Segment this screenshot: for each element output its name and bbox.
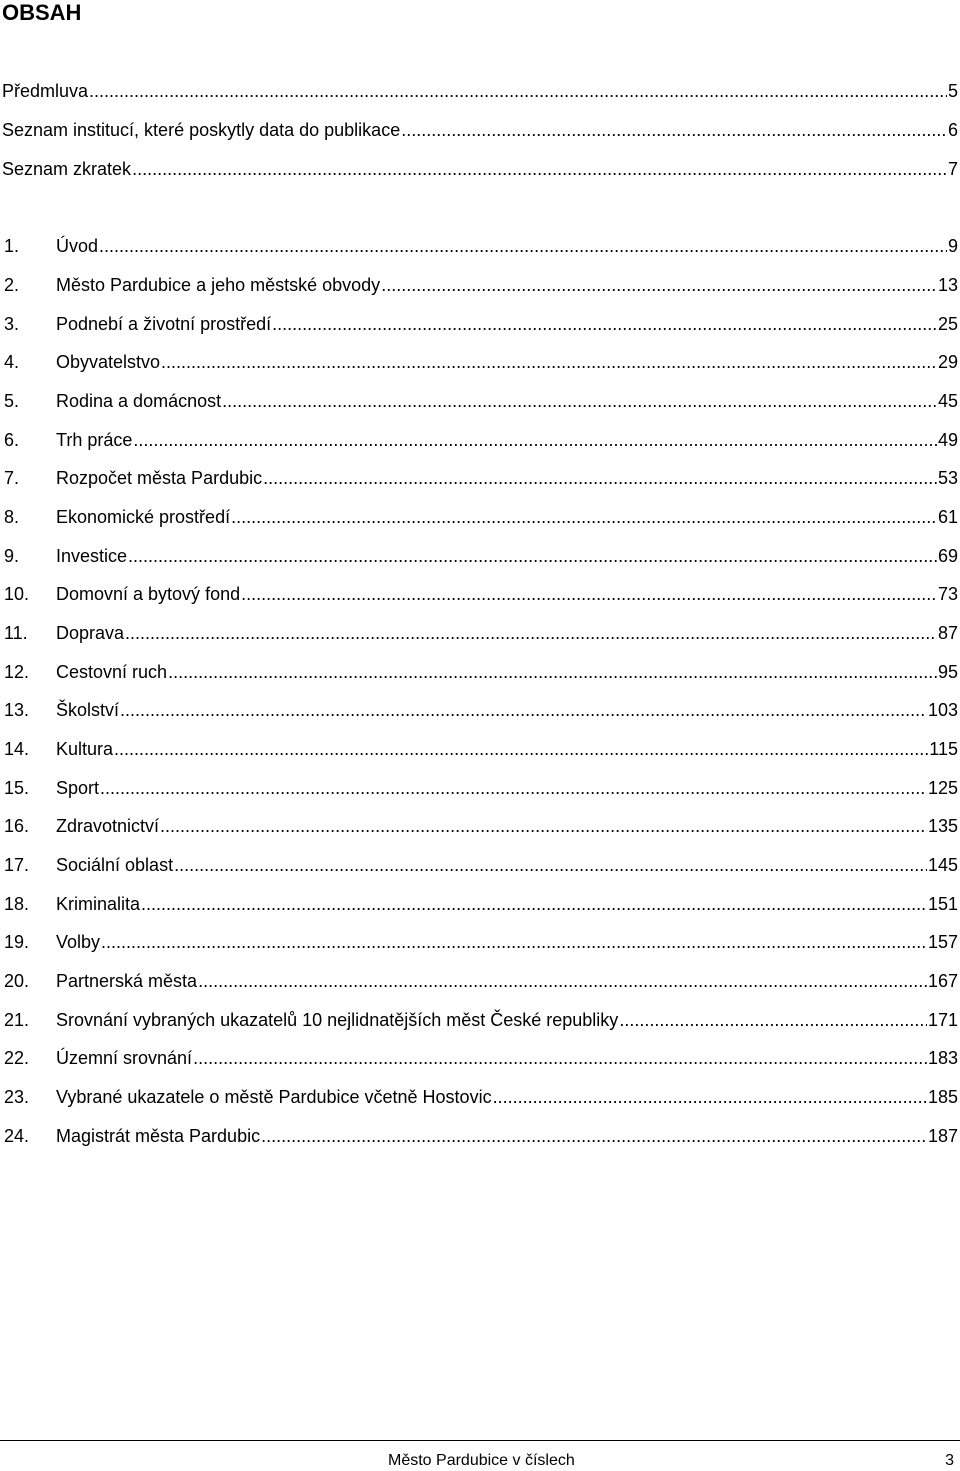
toc-entry-chapter[interactable] [2,1009,958,1031]
toc-dot-leader [198,970,927,992]
toc-entry-title: Město Pardubice a jeho městské obvody [56,275,381,295]
toc-entry-number: 9. [4,546,20,566]
toc-dot-leader [493,1086,927,1108]
toc-entry-chapter[interactable] [2,970,958,992]
toc-entry-page: 61 [937,507,958,527]
toc-entry-title: Cestovní ruch [56,662,168,682]
toc-entry-chapter[interactable] [2,351,958,373]
toc-entry-number: 2. [4,275,20,295]
toc-entry-chapter[interactable] [2,545,958,567]
toc-entry-number: 8. [4,507,20,527]
toc-entry-page: 45 [937,391,958,411]
toc-entry-chapter[interactable] [2,815,958,837]
toc-entry-number: 15. [4,778,30,798]
toc-entry-title: Podnebí a životní prostředí [56,314,272,334]
toc-entry-number: 1. [4,236,20,256]
toc-dot-leader [263,467,937,489]
toc-entry-chapter[interactable] [2,854,958,876]
toc-entry-page: 185 [927,1087,958,1107]
toc-entry-chapter[interactable] [2,1125,958,1147]
toc-dot-leader [114,738,928,760]
toc-entry-chapter[interactable] [2,390,958,412]
toc-entry-page: 7 [947,159,958,179]
toc-entry-number: 21. [4,1010,30,1030]
toc-entry-number: 12. [4,662,30,682]
toc-entry-number: 18. [4,894,30,914]
toc-entry-page: 103 [927,700,958,720]
toc-dot-leader [133,429,937,451]
toc-entry-page: 167 [927,971,958,991]
toc-entry-number: 17. [4,855,30,875]
toc-entry-title: Kultura [56,739,114,759]
toc-entry-page: 69 [937,546,958,566]
toc-entry-title: Předmluva [2,81,89,101]
toc-entry-number: 20. [4,971,30,991]
toc-entry-page: 6 [947,120,958,140]
footer-page-number: 3 [945,1452,954,1469]
toc-entry-title: Ekonomické prostředí [56,507,231,527]
toc-entry-chapter[interactable] [2,235,958,257]
toc-dot-leader [619,1009,927,1031]
toc-entry-title: Srovnání vybraných ukazatelů 10 nejlidnatějších měst České republiky [56,1010,619,1030]
toc-dot-leader [381,274,937,296]
toc-entry-number: 22. [4,1048,30,1068]
toc-entry-title: Investice [56,546,128,566]
toc-entry-title: Partnerská města [56,971,198,991]
toc-entry-page: 145 [927,855,958,875]
toc-entry-number: 5. [4,391,20,411]
toc-entry-number: 16. [4,816,30,836]
toc-entry-chapter[interactable] [2,1086,958,1108]
toc-entry-chapter[interactable] [2,661,958,683]
toc-dot-leader [101,931,927,953]
toc-entry-title: Domovní a bytový fond [56,584,241,604]
footer-publication-title: Město Pardubice v číslech [388,1452,575,1469]
toc-entry-page: 49 [937,430,958,450]
toc-entry-title: Seznam zkratek [2,159,132,179]
toc-entry-page: 87 [937,623,958,643]
toc-dot-leader [174,854,927,876]
toc-dot-leader [272,313,937,335]
toc-dot-leader [241,583,937,605]
toc-entry-page: 53 [937,468,958,488]
toc-dot-leader [120,699,927,721]
toc-entry-title: Obyvatelstvo [56,352,161,372]
toc-dot-leader [100,777,927,799]
toc-entry-page: 5 [947,81,958,101]
toc-entry-number: 4. [4,352,20,372]
toc-entry-title: Sport [56,778,100,798]
toc-dot-leader [168,661,937,683]
toc-dot-leader [231,506,937,528]
toc-entry-title: Rodina a domácnost [56,391,222,411]
toc-dot-leader [125,622,937,644]
toc-entry-chapter[interactable] [2,313,958,335]
toc-entry-chapter[interactable] [2,738,958,760]
toc-entry-chapter[interactable] [2,467,958,489]
toc-entry-page: 73 [937,584,958,604]
toc-entry-title: Magistrát města Pardubic [56,1126,261,1146]
toc-entry-title: Školství [56,700,120,720]
toc-entry-page: 183 [927,1048,958,1068]
toc-entry-number: 19. [4,932,30,952]
page-title: OBSAH [2,0,82,25]
toc-entry-chapter[interactable] [2,622,958,644]
toc-entry-title: Kriminalita [56,894,141,914]
toc-entry-chapter[interactable] [2,777,958,799]
toc-entry-title: Zdravotnictví [56,816,160,836]
toc-entry-page: 187 [927,1126,958,1146]
toc-dot-leader [89,80,947,102]
toc-entry-page: 115 [929,739,958,759]
toc-entry-chapter[interactable] [2,893,958,915]
toc-entry-chapter[interactable] [2,931,958,953]
toc-entry-page: 135 [927,816,958,836]
toc-dot-leader [222,390,937,412]
toc-dot-leader [401,119,947,141]
toc-dot-leader [160,815,927,837]
toc-entry-number: 10. [4,584,30,604]
toc-entry-page: 125 [927,778,958,798]
toc-dot-leader [128,545,937,567]
toc-dot-leader [193,1047,927,1069]
toc-entry-page: 9 [947,236,958,256]
toc-entry-front-matter[interactable] [2,80,958,102]
toc-entry-title: Volby [56,932,101,952]
toc-entry-front-matter[interactable] [2,158,958,180]
toc-entry-title: Úvod [56,236,99,256]
toc-entry-title: Vybrané ukazatele o městě Pardubice včetně Hostovic [56,1087,492,1107]
toc-entry-title: Sociální oblast [56,855,174,875]
toc-dot-leader [99,235,947,257]
toc-entry-title: Trh práce [56,430,133,450]
toc-entry-number: 7. [4,468,20,488]
toc-entry-chapter[interactable] [2,1047,958,1069]
toc-entry-number: 24. [4,1126,30,1146]
toc-entry-title: Rozpočet města Pardubic [56,468,263,488]
toc-entry-title: Doprava [56,623,125,643]
toc-entry-number: 6. [4,430,20,450]
toc-entry-page: 95 [937,662,958,682]
toc-entry-page: 29 [937,352,958,372]
page-footer [0,1440,960,1471]
toc-entry-title: Územní srovnání [56,1048,193,1068]
toc-entry-page: 25 [937,314,958,334]
toc-entry-number: 3. [4,314,20,334]
toc-entry-number: 23. [4,1087,30,1107]
toc-entry-page: 157 [927,932,958,952]
toc-dot-leader [141,893,927,915]
toc-dot-leader [161,351,937,373]
toc-entry-page: 13 [937,275,958,295]
toc-dot-leader [132,158,947,180]
toc-entry-number: 11. [4,623,28,643]
toc-entry-number: 14. [4,739,30,759]
toc-entry-chapter[interactable] [2,699,958,721]
toc-entry-chapter[interactable] [2,274,958,296]
toc-dot-leader [261,1125,927,1147]
toc-entry-chapter[interactable] [2,429,958,451]
toc-entry-number: 13. [4,700,30,720]
toc-entry-page: 171 [927,1010,958,1030]
toc-entry-chapter[interactable] [2,506,958,528]
toc-entry-chapter[interactable] [2,583,958,605]
toc-entry-page: 151 [927,894,958,914]
toc-entry-title: Seznam institucí, které poskytly data do publikace [2,120,401,140]
toc-entry-front-matter[interactable] [2,119,958,141]
